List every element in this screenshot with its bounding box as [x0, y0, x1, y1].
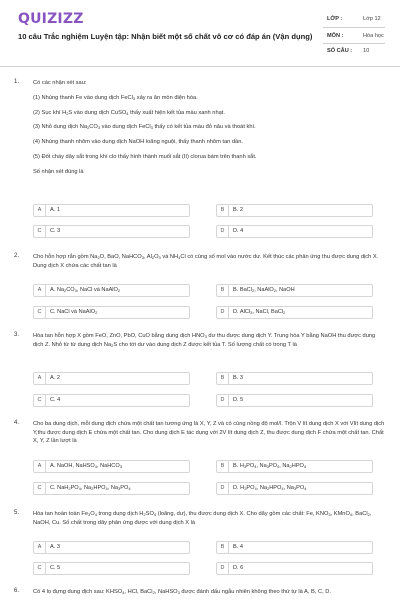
question-number: 5.	[14, 510, 20, 516]
option-letter: C	[34, 395, 46, 406]
answer-option-a[interactable]	[33, 460, 190, 473]
option-text: C. $NaH_2PO_4$, $Na_2HPO_4$, $Na_3PO_4$	[50, 485, 131, 491]
option-text: A. 1	[50, 207, 60, 213]
option-text: B. 4	[233, 544, 243, 550]
meta-label: LỚP :	[327, 16, 343, 22]
meta-label: SỐ CÂU :	[327, 48, 353, 54]
option-letter: C	[34, 563, 46, 574]
answer-option-d[interactable]	[216, 225, 373, 238]
answer-option-c[interactable]	[33, 394, 190, 407]
option-text: A. $Na_2CO_3$, NaCl và NaAlO$_2$	[50, 287, 121, 293]
option-letter: A	[34, 542, 46, 553]
option-text: D. 6	[233, 565, 244, 571]
option-letter: D	[217, 307, 229, 318]
option-text: B. 3	[233, 375, 243, 381]
question-number: 1.	[14, 79, 20, 85]
answer-option-a[interactable]	[33, 204, 190, 217]
question-number: 4.	[14, 420, 20, 426]
answer-option-d[interactable]	[216, 394, 373, 407]
option-letter: A	[34, 461, 46, 472]
option-letter: B	[217, 285, 229, 296]
option-letter: B	[217, 542, 229, 553]
answer-option-c[interactable]	[33, 225, 190, 238]
option-text: A. 3	[50, 544, 60, 550]
option-text: D. AlCl$_3$, NaCl, BaCl$_2$	[233, 309, 286, 315]
question-number: 3.	[14, 332, 20, 338]
meta-question-count	[323, 44, 385, 58]
question-text: Cho ba dung dịch, mỗi dung dịch chứa một chất tan tương ứng là X, Y, Z và có cùng nồng độ mol/l. Trộn V lít dung dịch X với Vlít dung dịch Y,thu được dung dịch E chứa một chất tan. Cho dung dịch E tác dụng với 2V lít dung dịch Z, thu được dung dịch F chứa một chất tan. Chất X, Y, Z lần lượt là	[33, 421, 385, 445]
option-letter: D	[217, 483, 229, 494]
question-number: 6.	[14, 588, 20, 594]
option-text: C. 5	[50, 565, 61, 571]
option-letter: D	[217, 226, 229, 237]
option-letter: A	[34, 373, 46, 384]
option-letter: C	[34, 226, 46, 237]
option-text: C. NaCl và NaAlO$_2$	[50, 309, 98, 315]
question-text: Hòa tan hỗn hợp X gồm FeO, ZnO, PbO, CuO bằng dung dịch $HNO_3$ dư thu được dung dịch Y. Trung hòa Y bằng NaOH thu được dung dịch Z. Nhỏ từ từ dung dịch $Na_2S$ cho tới dư vào dung dịch Z được kết tủa T. Số lượng chất có trong T là	[33, 333, 376, 348]
worksheet-header	[0, 0, 400, 67]
option-text: C. 3	[50, 228, 61, 234]
option-letter: B	[217, 205, 229, 216]
answer-option-b[interactable]	[216, 541, 373, 554]
answer-option-a[interactable]	[33, 372, 190, 385]
answer-option-c[interactable]	[33, 482, 190, 495]
answer-option-b[interactable]	[216, 372, 373, 385]
option-letter: B	[217, 373, 229, 384]
answer-option-d[interactable]	[216, 562, 373, 575]
worksheet-title: 10 câu Trắc nghiệm Luyện tập: Nhận biết một số chất vô cơ có đáp án (Vận dụng)	[18, 32, 313, 41]
answer-option-c[interactable]	[33, 306, 190, 319]
option-text: D. 4	[233, 228, 244, 234]
meta-subject	[323, 29, 385, 43]
option-text: D. $H_3PO_4$, $Na_2HPO_4$, $Na_3PO_4$	[233, 485, 307, 491]
option-text: C. 4	[50, 397, 61, 403]
meta-value: Lớp 12	[363, 16, 381, 22]
quizizz-logo: QUIZIZZ	[18, 11, 84, 27]
answer-option-b[interactable]	[216, 460, 373, 473]
meta-grade	[323, 12, 385, 26]
option-letter: C	[34, 307, 46, 318]
meta-value: Hóa học	[363, 33, 384, 39]
answer-option-b[interactable]	[216, 204, 373, 217]
option-letter: D	[217, 395, 229, 406]
meta-label: MÔN :	[327, 33, 344, 39]
answer-option-b[interactable]	[216, 284, 373, 297]
answer-option-d[interactable]	[216, 306, 373, 319]
question-text: Hòa tan hoàn toàn $Fe_3O_4$ trong dung dịch $H_2SO_4$ (loãng, dư), thu được dung dịch X. Cho dãy gồm các chất: Fe, $KNO_3$, KMnO$_4$, BaCl$_2$, NaOH, Cu. Số chất trong dãy phản ứng được với dung dịch X là	[33, 511, 372, 526]
option-letter: D	[217, 563, 229, 574]
option-text: B. $H_3PO_4$, $Na_3PO_4$, $Na_2HPO_4$	[233, 463, 307, 469]
option-text: B. 2	[233, 207, 243, 213]
divider	[323, 27, 385, 28]
question-text: Có 4 lọ đựng dung dịch sau: $KHSO_4$, HCl, BaCl$_2$, NaHSO$_3$ được đánh dấu ngẫu nhiên không theo thứ tự là A, B, C, D.	[33, 589, 331, 595]
answer-option-a[interactable]	[33, 284, 190, 297]
answer-option-c[interactable]	[33, 562, 190, 575]
question-text: Cho hỗn hợp rắn gồm $Na_2O$, BaO, NaHCO$_3$, $Al_2O_3$ và $NH_4Cl$ có cùng số mol vào nước dư. Kết thúc các phản ứng thu được dung dịch X. Dung dịch X chứa các chất tan là	[33, 254, 379, 269]
option-letter: A	[34, 205, 46, 216]
option-text: A. 2	[50, 375, 60, 381]
answer-option-a[interactable]	[33, 541, 190, 554]
option-text: B. BaCl$_2$, NaAlO$_2$, NaOH	[233, 287, 295, 293]
question-number: 2.	[14, 253, 20, 259]
option-text: A. NaOH, NaHSO$_4$, NaHCO$_3$	[50, 463, 122, 469]
meta-value: 10	[363, 48, 370, 54]
option-letter: B	[217, 461, 229, 472]
option-text: D. 5	[233, 397, 244, 403]
answer-option-d[interactable]	[216, 482, 373, 495]
option-letter: A	[34, 285, 46, 296]
option-letter: C	[34, 483, 46, 494]
question-text: Có các nhận xét sau: (1) Nhúng thanh Fe vào dung dịch FeCl$_3$ xảy ra ăn mòn điện hóa. (2) Sục khí $H_2S$ vào dung dịch CuSO$_4$ thấy xuất hiện kết tủa màu xanh nhạt. (3) Nhỏ dung dịch $Na_2CO_3$ vào dung dịch FeCl$_3$ thấy có kết tủa màu đỏ nâu và thoát khí. (4) Nhúng thanh nhôm vào dung dịch NaOH loãng nguội, thấy thanh nhôm tan dần. (5) Đốt cháy dây sắt trong khí clo thấy hình thành muối sắt (II) clorua bám trên thanh sắt. Số nhận xét đúng là	[33, 80, 257, 175]
